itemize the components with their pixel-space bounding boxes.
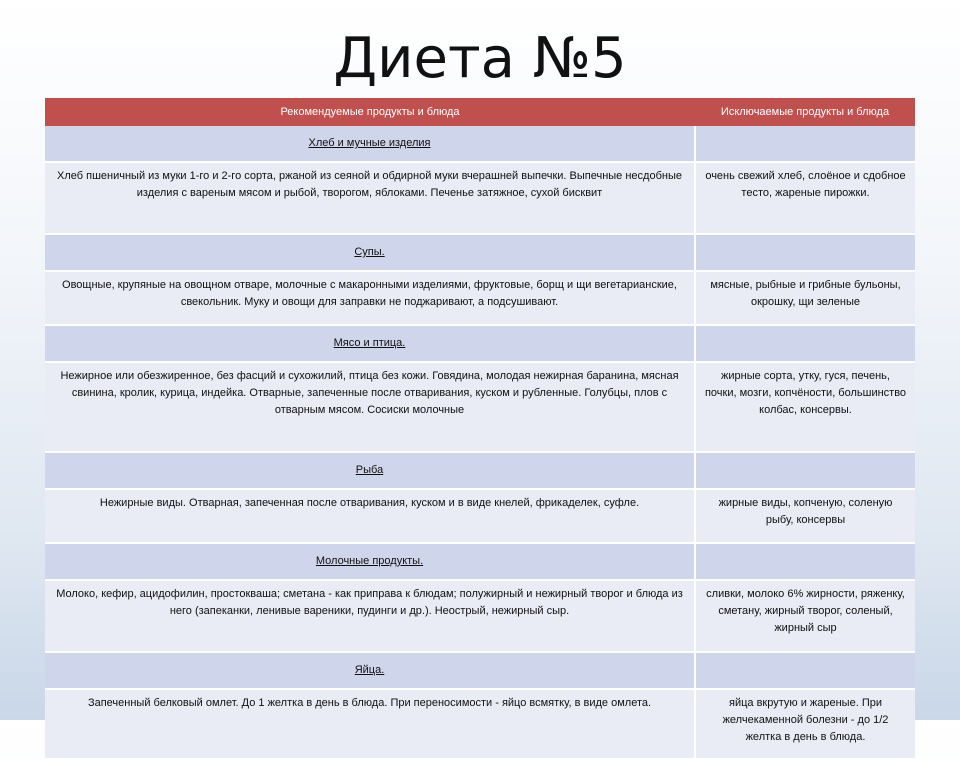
recommended-cell: Овощные, крупяные на овощном отваре, молочные с макаронными изделиями, фруктовые, борщ и щи вегетарианские, свекольник. Муку и овощи для заправки не поджаривают, а подсушивают. [45, 271, 695, 325]
header-recommended: Рекомендуемые продукты и блюда [45, 98, 695, 126]
table-row [45, 362, 915, 452]
category-empty-cell [695, 126, 915, 162]
table-row [45, 271, 915, 325]
category-label: Молочные продукты. [315, 555, 424, 567]
category-row-fish [45, 452, 915, 489]
excluded-cell: сливки, молоко 6% жирности, ряженку, сметану, жирный творог, соленый, жирный сыр [695, 580, 915, 652]
category-row-dairy [45, 543, 915, 580]
category-label: Супы. [354, 246, 385, 258]
category-row-soups [45, 234, 915, 271]
excluded-cell: жирные виды, копченую, соленую рыбу, консервы [695, 489, 915, 543]
excluded-cell: мясные, рыбные и грибные бульоны, окрошку, щи зеленые [695, 271, 915, 325]
recommended-cell: Нежирное или обезжиренное, без фасций и сухожилий, птица без кожи. Говядина, молодая нежирная баранина, мясная свинина, кролик, курица, индейка. Отварные, запеченные после отваривания, куском и рубленные. Голубцы, плов с отварным мясом. Сосиски молочные [45, 362, 695, 452]
excluded-cell: яйца вкрутую и жареные. При желчекаменной болезни - до 1/2 желтка в день в блюда. [695, 689, 915, 759]
category-empty-cell [695, 652, 915, 689]
category-empty-cell [695, 325, 915, 362]
category-row-meat [45, 325, 915, 362]
diet-table [45, 98, 915, 760]
category-label: Рыба [355, 464, 384, 476]
table-row [45, 162, 915, 234]
category-cell [45, 652, 695, 689]
category-empty-cell [695, 452, 915, 489]
category-cell [45, 325, 695, 362]
category-cell [45, 452, 695, 489]
table-header-row [45, 98, 915, 126]
category-cell [45, 234, 695, 271]
category-cell [45, 543, 695, 580]
category-label: Мясо и птица. [333, 337, 406, 349]
category-cell [45, 126, 695, 162]
header-excluded: Исключаемые продукты и блюда [695, 98, 915, 126]
recommended-cell: Нежирные виды. Отварная, запеченная после отваривания, куском и в виде кнелей, фрикаделек, суфле. [45, 489, 695, 543]
category-row-eggs [45, 652, 915, 689]
category-label: Яйца. [354, 664, 385, 676]
category-row-bread [45, 126, 915, 162]
excluded-cell: жирные сорта, утку, гуся, печень, почки, мозги, копчёности, большинство колбас, консервы. [695, 362, 915, 452]
recommended-cell: Запеченный белковый омлет. До 1 желтка в день в блюда. При переносимости - яйцо всмятку, в виде омлета. [45, 689, 695, 759]
recommended-cell: Молоко, кефир, ацидофилин, простокваша; сметана - как приправа к блюдам; полужирный и нежирный творог и блюда из него (запеканки, ленивые вареники, пудинги и др.). Неострый, нежирный сыр. [45, 580, 695, 652]
category-empty-cell [695, 543, 915, 580]
page-title: Диета №5 [333, 26, 627, 91]
category-empty-cell [695, 234, 915, 271]
excluded-cell: очень свежий хлеб, слоёное и сдобное тесто, жареные пирожки. [695, 162, 915, 234]
table-row [45, 689, 915, 759]
table-row [45, 580, 915, 652]
table-row [45, 489, 915, 543]
category-label: Хлеб и мучные изделия [308, 137, 431, 149]
recommended-cell: Хлеб пшеничный из муки 1-го и 2-го сорта, ржаной из сеяной и обдирной муки вчерашней выпечки. Выпечные несдобные изделия с вареным мясом и рыбой, творогом, яблоками. Печенье затяжное, сухой бисквит [45, 162, 695, 234]
